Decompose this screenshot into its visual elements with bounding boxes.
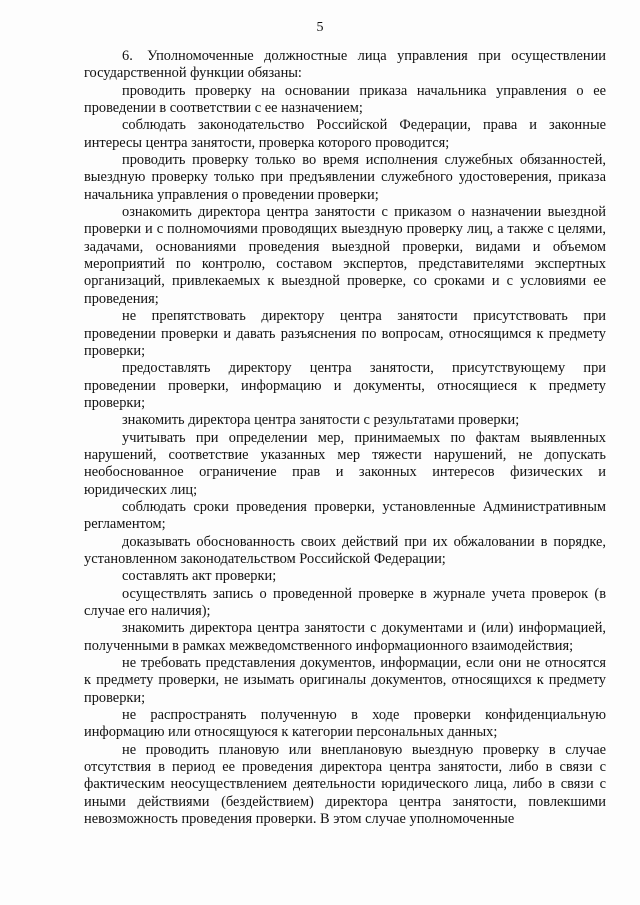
paragraph-item-6: 6. Уполномоченные должностные лица управления при осуществлении государственной функции обязаны:: [84, 48, 606, 82]
paragraph: учитывать при определении мер, принимаемых по фактам выявленных нарушений, соответствие указанных мер тяжести нарушений, не допускать необоснованное ограничение прав и законных интересов физических и юридических лиц;: [84, 429, 606, 498]
paragraph: не распространять полученную в ходе проверки конфиденциальную информацию или относящуюся к категории персональных данных;: [84, 707, 606, 741]
paragraph: не препятствовать директору центра занятости присутствовать при проведении проверки и давать разъяснения по вопросам, относящимся к предмету проверки;: [84, 308, 606, 359]
document-body: [84, 48, 606, 828]
paragraph: соблюдать законодательство Российской Федерации, права и законные интересы центра занятости, проверка которого проводится;: [84, 117, 606, 151]
paragraph: доказывать обоснованность своих действий при их обжаловании в порядке, установленном законодательством Российской Федерации;: [84, 533, 606, 567]
paragraph: соблюдать сроки проведения проверки, установленные Административным регламентом;: [84, 498, 606, 533]
paragraph: не требовать представления документов, информации, если они не относятся к предмету проверки, не изымать оригиналы документов, относящихся к предмету проверки;: [84, 655, 606, 706]
paragraph: проводить проверку только во время исполнения служебных обязанностей, выездную проверку только при предъявлении служебного удостоверения, приказа начальника управления о проведении проверки;: [84, 152, 606, 203]
paragraph: предоставлять директору центра занятости, присутствующему при проведении проверки, информацию и документы, относящиеся к предмету проверки;: [84, 360, 606, 411]
paragraph: составлять акт проверки;: [122, 568, 277, 585]
paragraph: не проводить плановую или внеплановую выездную проверку в случае отсутствия в период ее проведения директора центра занятости, либо в связи с фактическим неосуществлением деятельности юридического лица, либо в связи с иными действиями (бездействием) директора центра занятости, повлекшими невозможность проведения проверки. В этом случае уполномоченные: [84, 741, 606, 828]
paragraph: знакомить директора центра занятости с документами и (или) информацией, полученными в рамках межведомственного информационного взаимодействия;: [84, 620, 606, 654]
paragraph: ознакомить директора центра занятости с приказом о назначении выездной проверки и с полномочиями проводящих выездную проверку лиц, а также с целями, задачами, основаниями проведения выездной проверки, видами и объемом мероприятий по контролю, составом экспертов, представителями экспертных организаций, привлекаемых к выездной проверке, со сроками и с условиями ее проведения;: [84, 204, 606, 307]
page-number: 5: [316, 20, 324, 35]
paragraph: знакомить директора центра занятости с результатами проверки;: [122, 412, 520, 429]
paragraph: осуществлять запись о проведенной проверке в журнале учета проверок (в случае его наличия);: [84, 585, 606, 619]
paragraph: проводить проверку на основании приказа начальника управления о ее проведении в соответствии с ее назначением;: [84, 82, 606, 117]
